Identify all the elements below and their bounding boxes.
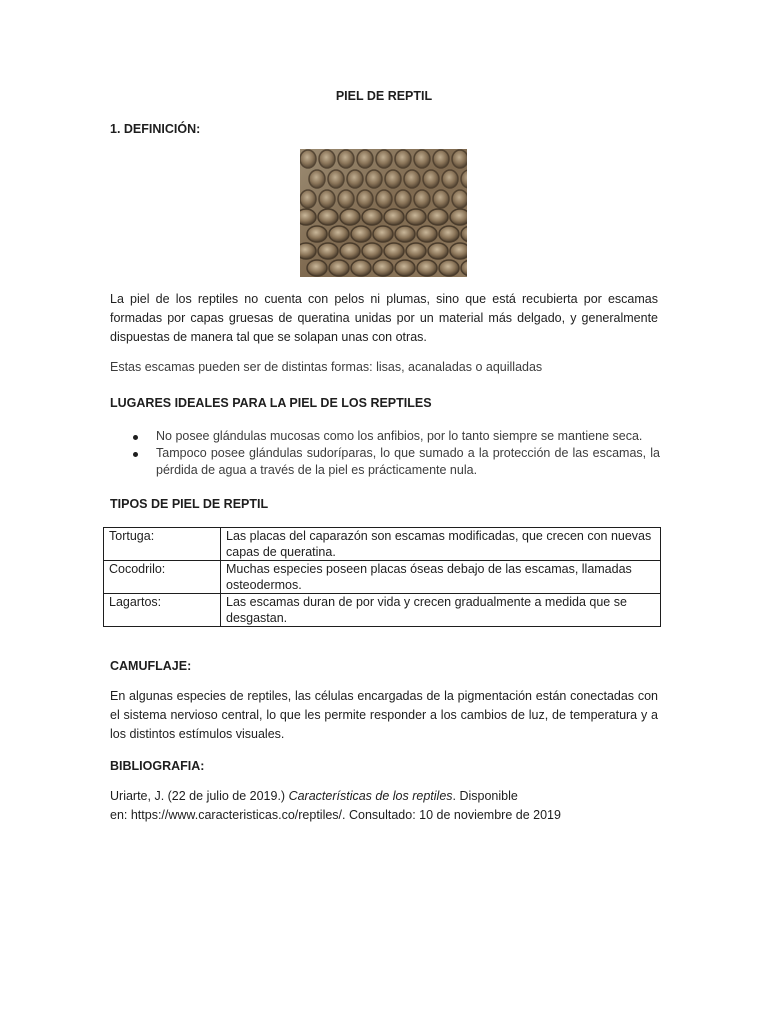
skin-scale xyxy=(406,243,426,259)
skin-scale xyxy=(385,170,401,188)
bibliography-available: . Disponible xyxy=(452,789,518,803)
skin-scale xyxy=(452,190,467,208)
table-cell-type: Tortuga: xyxy=(104,528,221,561)
skin-scale xyxy=(395,226,415,242)
skin-scale xyxy=(351,260,371,276)
skin-scale xyxy=(423,170,439,188)
table-cell-description: Muchas especies poseen placas óseas debajo de las escamas, llamadas osteodermos. xyxy=(221,561,661,594)
skin-scale xyxy=(414,190,430,208)
bibliography-author-date: Uriarte, J. (22 de julio de 2019.) xyxy=(110,789,286,803)
table-cell-type: Lagartos: xyxy=(104,594,221,627)
skin-scale xyxy=(373,260,393,276)
list-item-text: Tampoco posee glándulas sudoríparas, lo que sumado a la protección de las escamas, la pérdida de agua a través de la piel es prácticamente nula. xyxy=(156,446,660,477)
skin-scale xyxy=(428,209,448,225)
skin-scale xyxy=(450,209,467,225)
skin-scale xyxy=(433,190,449,208)
list-item xyxy=(130,445,660,479)
skin-scale xyxy=(300,190,316,208)
list-item-text: No posee glándulas mucosas como los anfibios, por lo tanto siempre se mantiene seca. xyxy=(156,429,643,443)
skin-scale xyxy=(328,170,344,188)
skin-texture-image xyxy=(300,149,467,277)
skin-scale xyxy=(384,209,404,225)
skin-scale xyxy=(300,243,316,259)
section-heading-camouflage: CAMUFLAJE: xyxy=(110,659,192,673)
skin-scale xyxy=(376,190,392,208)
skin-scale xyxy=(373,226,393,242)
skin-scale xyxy=(450,243,467,259)
skin-scale xyxy=(338,150,354,168)
bibliography-work-title: Características de los reptiles xyxy=(288,789,453,803)
skin-scale xyxy=(439,226,459,242)
table-cell-type: Cocodrilo: xyxy=(104,561,221,594)
skin-scale xyxy=(307,260,327,276)
skin-scale xyxy=(319,150,335,168)
skin-scale xyxy=(384,243,404,259)
bullet-list xyxy=(130,428,660,479)
skin-scale xyxy=(357,150,373,168)
skin-scale xyxy=(347,170,363,188)
skin-scale xyxy=(417,260,437,276)
skin-scale xyxy=(366,170,382,188)
bibliography-entry xyxy=(110,787,670,825)
skin-types-table xyxy=(103,527,661,627)
skin-scale xyxy=(428,243,448,259)
section-heading-bibliography: BIBLIOGRAFIA: xyxy=(110,759,205,773)
skin-scale xyxy=(395,190,411,208)
skin-scale xyxy=(406,209,426,225)
table-row xyxy=(104,528,661,561)
skin-scale xyxy=(395,260,415,276)
page-title: PIEL DE REPTIL xyxy=(335,89,433,103)
camouflage-paragraph: En algunas especies de reptiles, las células encargadas de la pigmentación están conectadas con el sistema nervioso central, lo que les permite responder a los cambios de luz, de temperatura y a los distintos estímulos visuales. xyxy=(110,689,658,741)
definition-paragraph: La piel de los reptiles no cuenta con pelos ni plumas, sino que está recubierta por escamas formadas por capas gruesas de queratina unidas por un material más delgado, y generalmente dispuestas de manera tal que se solapan unas con otras. xyxy=(110,292,658,344)
scales-sentence: Estas escamas pueden ser de distintas formas: lisas, acanaladas o aquilladas xyxy=(110,360,543,374)
skin-scale xyxy=(319,190,335,208)
section-heading-definition: 1. DEFINICIÓN: xyxy=(110,122,201,136)
skin-scale xyxy=(362,209,382,225)
crocodile-skin-photo xyxy=(300,149,467,277)
skin-scale xyxy=(329,226,349,242)
table-row xyxy=(104,594,661,627)
skin-scale xyxy=(300,150,316,168)
skin-scale xyxy=(338,190,354,208)
table-row xyxy=(104,561,661,594)
skin-scale xyxy=(395,150,411,168)
table-cell-description: Las placas del caparazón son escamas modificadas, que crecen con nuevas capas de queratina. xyxy=(221,528,661,561)
skin-scale xyxy=(404,170,420,188)
table-cell-description: Las escamas duran de por vida y crecen gradualmente a medida que se desgastan. xyxy=(221,594,661,627)
section-heading-places: LUGARES IDEALES PARA LA PIEL DE LOS REPTILES xyxy=(110,396,432,410)
skin-scale xyxy=(340,209,360,225)
list-item xyxy=(130,428,660,445)
skin-scale xyxy=(417,226,437,242)
skin-scale xyxy=(329,260,349,276)
skin-scale xyxy=(309,170,325,188)
skin-scale xyxy=(357,190,373,208)
bullet-icon xyxy=(133,435,138,440)
skin-scale xyxy=(433,150,449,168)
bibliography-line-1 xyxy=(110,787,670,806)
skin-scale xyxy=(362,243,382,259)
skin-scale xyxy=(307,226,327,242)
skin-scale xyxy=(318,209,338,225)
skin-scale xyxy=(442,170,458,188)
skin-scale xyxy=(340,243,360,259)
skin-scale xyxy=(318,243,338,259)
skin-scale xyxy=(452,150,467,168)
skin-scale xyxy=(300,209,316,225)
section-heading-types: TIPOS DE PIEL DE REPTIL xyxy=(110,497,269,511)
bibliography-line-2: en: https://www.caracteristicas.co/reptiles/. Consultado: 10 de noviembre de 2019 xyxy=(110,808,561,822)
skin-scale xyxy=(414,150,430,168)
skin-scale xyxy=(351,226,371,242)
skin-scale xyxy=(376,150,392,168)
skin-scale xyxy=(439,260,459,276)
bullet-icon xyxy=(133,452,138,457)
